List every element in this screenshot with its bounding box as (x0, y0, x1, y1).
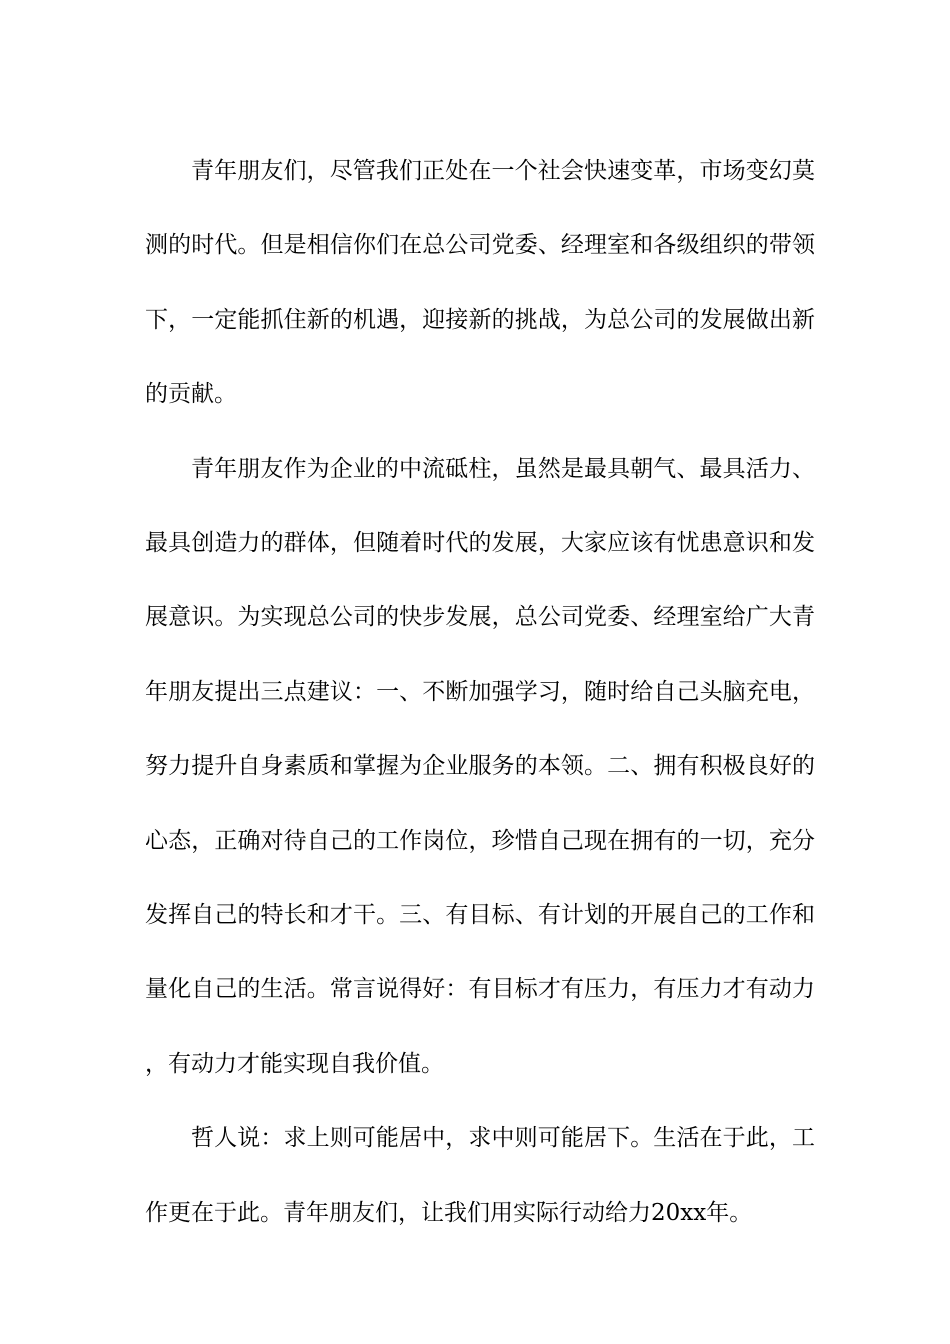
document-body (145, 134, 815, 1250)
paragraph-3: 哲人说：求上则可能居中，求中则可能居下。生活在于此，工作更在于此。青年朋友们，让我们用实际行动给力20xx年。 (145, 1125, 815, 1226)
paragraph-1: 青年朋友们，尽管我们正处在一个社会快速变革，市场变幻莫测的时代。但是相信你们在总公司党委、经理室和各级组织的带领下，一定能抓住新的机遇，迎接新的挑战，为总公司的发展做出新的贡献。 (145, 158, 815, 408)
paragraph-2: 青年朋友作为企业的中流砥柱，虽然是最具朝气、最具活力、最具创造力的群体，但随着时代的发展，大家应该有忧患意识和发展意识。为实现总公司的快步发展，总公司党委、经理室给广大青年朋友提出三点建议：一、不断加强学习，随时给自己头脑充电，努力提升自身素质和掌握为企业服务的本领。二、拥有积极良好的心态，正确对待自己的工作岗位，珍惜自己现在拥有的一切，充分发挥自己的特长和才干。三、有目标、有计划的开展自己的工作和量化自己的生活。常言说得好：有目标才有压力，有压力才有动力，有动力才能实现自我价值。 (145, 455, 815, 1077)
